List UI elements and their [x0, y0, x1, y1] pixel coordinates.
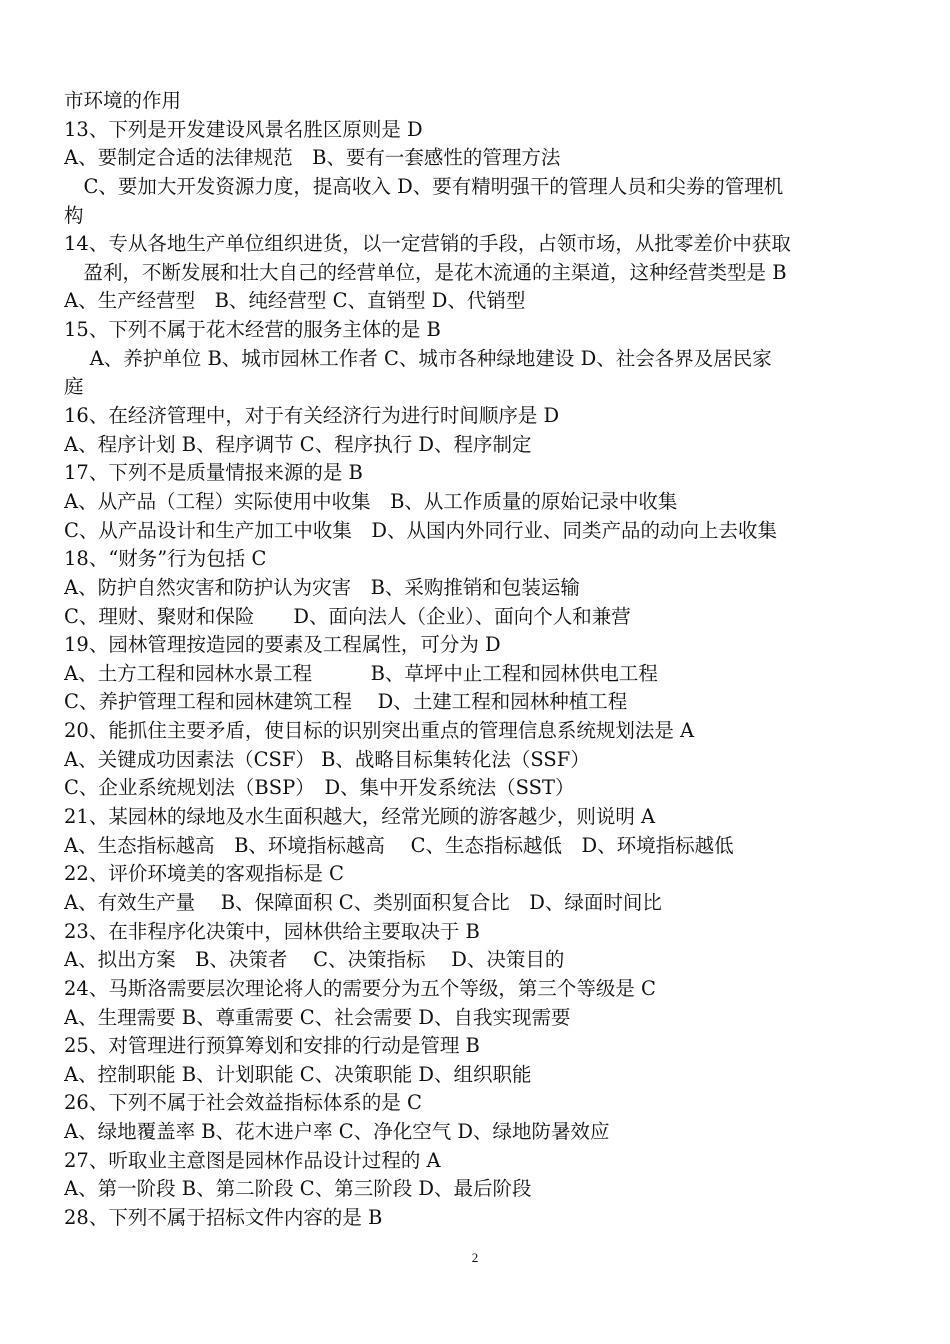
question-22: 22、评价环境美的客观指标是 C: [64, 862, 344, 886]
text-line: C、从产品设计和生产加工中收集 D、从国内外同行业、同类产品的动向上去收集: [64, 518, 778, 542]
text-line: C、养护管理工程和园林建筑工程 D、土建工程和园林种植工程: [64, 690, 628, 714]
text-line: A、土方工程和园林水景工程 B、草坪中止工程和园林供电工程: [64, 661, 658, 685]
text-line: A、生理需要 B、尊重需要 C、社会需要 D、自我实现需要: [64, 1005, 571, 1029]
text-line: A、第一阶段 B、第二阶段 C、第三阶段 D、最后阶段: [64, 1177, 532, 1201]
text-line: C、要加大开发资源力度，提高收入 D、要有精明强干的管理人员和尖劵的管理机: [64, 174, 784, 198]
text-line: A、拟出方案 B、决策者 C、决策指标 D、决策目的: [64, 948, 565, 972]
text-line: A、养护单位 B、城市园林工作者 C、城市各种绿地建设 D、社会各界及居民家: [64, 346, 772, 370]
text-line: C、理财、聚财和保险 D、面向法人（企业）、面向个人和兼营: [64, 604, 631, 628]
text-line: A、生态指标越高 B、环境指标越高 C、生态指标越低 D、环境指标越低: [64, 833, 734, 857]
text-line: 市环境的作用: [64, 89, 182, 112]
question-23: 23、在非程序化决策中，园林供给主要取决于 B: [64, 919, 480, 943]
question-17: 17、下列不是质量情报来源的是 B: [64, 461, 363, 485]
question-13: 13、下列是开发建设风景名胜区原则是 D: [64, 117, 423, 141]
question-27: 27、听取业主意图是园林作品设计过程的 A: [64, 1148, 441, 1172]
text-line: A、有效生产量 B、保障面积 C、类别面积复合比 D、绿面时间比: [64, 890, 662, 914]
text-line: A、关键成功因素法（CSF） B、战略目标集转化法（SSF）: [64, 747, 590, 771]
question-21: 21、某园林的绿地及水生面积越大，经常光顾的游客越少，则说明 A: [64, 805, 656, 829]
text-line: A、从产品（工程）实际使用中收集 B、从工作质量的原始记录中收集: [64, 489, 678, 513]
text-line: A、绿地覆盖率 B、花木进户率 C、净化空气 D、绿地防暑效应: [64, 1120, 610, 1144]
question-20: 20、能抓住主要矛盾，使目标的识别突出重点的管理信息系统规划法是 A: [64, 719, 695, 743]
text-line: A、要制定合适的法律规范 B、要有一套感性的管理方法: [64, 146, 561, 170]
text-line: C、企业系统规划法（BSP） D、集中开发系统法（SST）: [64, 776, 575, 800]
question-14: 14、专从各地生产单位组织进货，以一定营销的手段，占领市场，从批零差价中获取: [64, 232, 791, 256]
page-number: 2: [471, 1250, 479, 1265]
question-15: 15、下列不属于花木经营的服务主体的是 B: [64, 318, 441, 342]
question-28: 28、下列不属于招标文件内容的是 B: [64, 1205, 383, 1229]
text-line: A、防护自然灾害和防护认为灾害 B、采购推销和包装运输: [64, 575, 580, 599]
question-18: 18、“财务”行为包括 C: [64, 547, 267, 571]
text-line: A、程序计划 B、程序调节 C、程序执行 D、程序制定: [64, 432, 532, 456]
question-24: 24、马斯洛需要层次理论将人的需要分为五个等级，第三个等级是 C: [64, 976, 656, 1000]
question-26: 26、下列不属于社会效益指标体系的是 C: [64, 1091, 422, 1115]
text-line: 盈利，不断发展和壮大自己的经营单位，是花木流通的主渠道，这种经营类型是 B: [64, 260, 787, 284]
text-line: 构: [64, 203, 84, 227]
question-25: 25、对管理进行预算筹划和安排的行动是管理 B: [64, 1034, 480, 1058]
question-19: 19、园林管理按造园的要素及工程属性，可分为 D: [64, 633, 501, 657]
text-line: A、生产经营型 B、纯经营型 C、直销型 D、代销型: [64, 289, 526, 313]
question-16: 16、在经济管理中，对于有关经济行为进行时间顺序是 D: [64, 404, 560, 428]
text-line: 庭: [64, 375, 84, 399]
document-body: [64, 87, 894, 1233]
text-line: A、控制职能 B、计划职能 C、决策职能 D、组织职能: [64, 1062, 532, 1086]
